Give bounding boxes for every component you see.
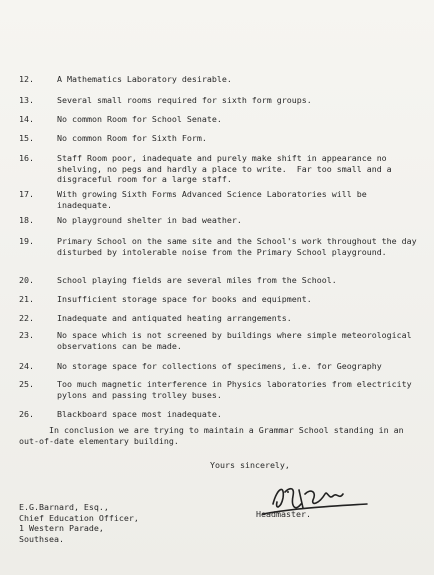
addressee-line: E.G.Barnard, Esq., [19, 502, 109, 512]
signer-title: Headmaster. [256, 509, 311, 519]
closing-salutation: Yours sincerely, [210, 460, 290, 470]
item-number: 26. [19, 409, 34, 419]
item-text: Insufficient storage space for books and equipment. [57, 294, 312, 304]
item-text: School playing fields are several miles from the School. [57, 275, 337, 285]
item-number: 25. [19, 379, 34, 389]
item-text: No playground shelter in bad weather. [57, 215, 242, 225]
item-number: 18. [19, 215, 34, 225]
item-text: Primary School on the same site and the School's work throughout the day disturbed by intolerable noise from the Primary School playground. [57, 236, 422, 257]
item-number: 14. [19, 114, 34, 124]
item-number: 15. [19, 133, 34, 143]
item-number: 16. [19, 153, 34, 163]
item-text: Several small rooms required for sixth form groups. [57, 95, 312, 105]
item-number: 22. [19, 313, 34, 323]
item-number: 24. [19, 361, 34, 371]
addressee-line: Chief Education Officer, [19, 512, 139, 523]
item-number: 19. [19, 236, 34, 246]
item-number: 12. [19, 74, 34, 84]
item-text: Staff Room poor, inadequate and purely make shift in appearance no shelving, no pegs and hardly a place to write. Far too small and a disgraceful room for a large staff. [57, 153, 397, 185]
item-text: No space which is not screened by buildings where simple meteorological observations can be made. [57, 330, 417, 351]
item-number: 17. [19, 189, 34, 199]
item-text: Too much magnetic interference in Physics laboratories from electricity pylons and passing trolley buses. [57, 379, 417, 400]
item-text: No common Room for School Senate. [57, 114, 222, 124]
conclusion-paragraph: In conclusion we are trying to maintain a Grammar School standing in an out-of-date elementary building. [19, 425, 404, 446]
item-text: No storage space for collections of specimens, i.e. for Geography [57, 361, 382, 371]
item-text: With growing Sixth Forms Advanced Science Laboratories will be inadequate. [57, 189, 372, 210]
item-number: 20. [19, 275, 34, 285]
item-text: Blackboard space most inadequate. [57, 409, 222, 419]
item-text: Inadequate and antiquated heating arrangements. [57, 313, 292, 323]
item-text: No common Room for Sixth Form. [57, 133, 207, 143]
item-number: 21. [19, 294, 34, 304]
item-text: A Mathematics Laboratory desirable. [57, 74, 232, 84]
addressee-block [19, 502, 139, 544]
item-number: 23. [19, 330, 34, 340]
addressee-line: 1 Western Parade, [19, 523, 104, 534]
item-number: 13. [19, 95, 34, 105]
addressee-line: Southsea. [19, 533, 64, 544]
